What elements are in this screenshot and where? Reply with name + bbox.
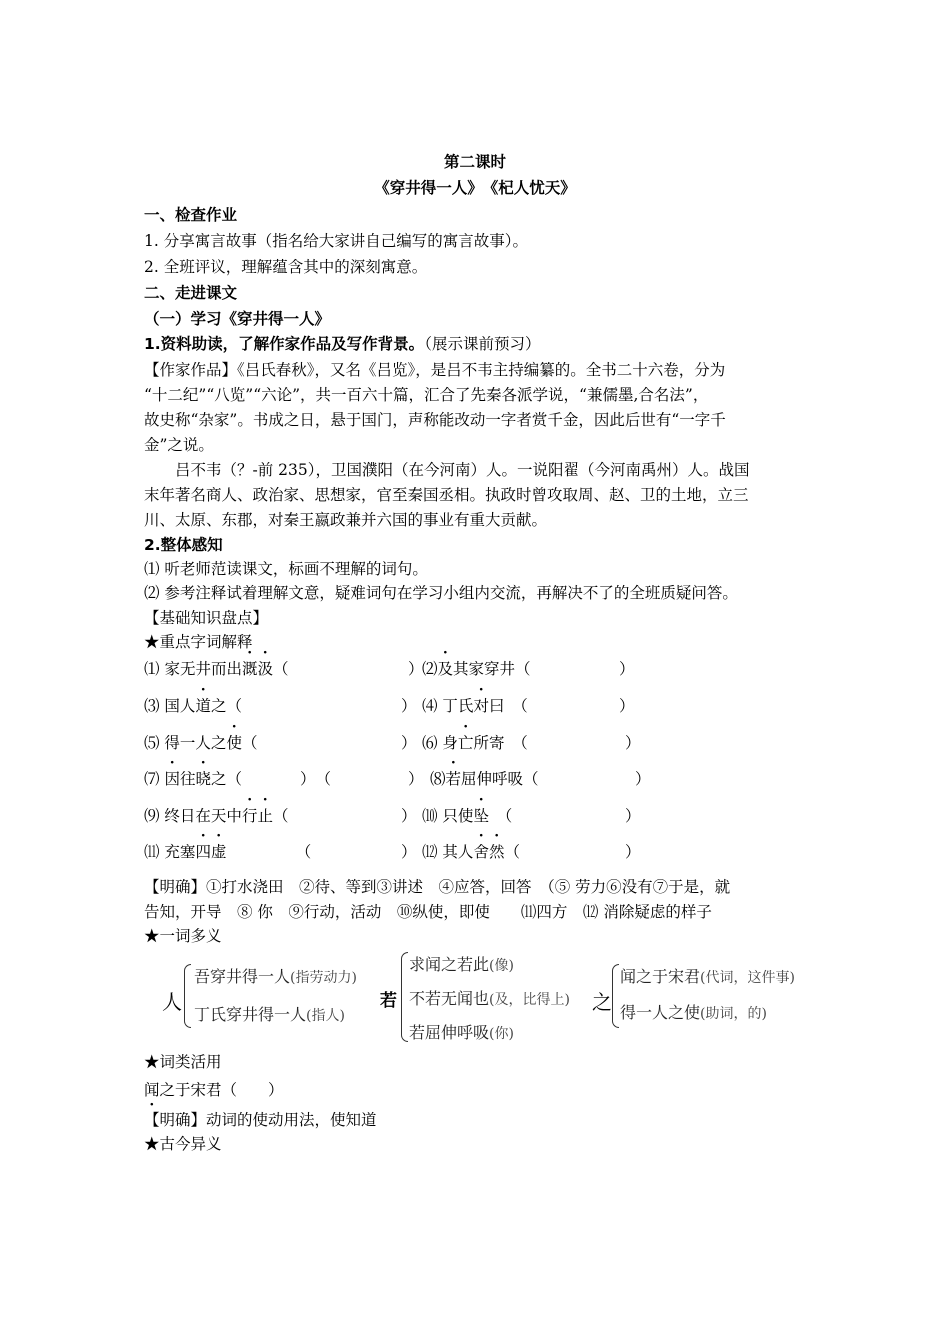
vocab-q7-close: ） [408,770,424,788]
vocab-q9: ⑼ 终日在天中行止（ [144,807,289,825]
vocab-q12: ⑿ 其人舍然（ [422,843,520,861]
star-heading-polysemy: ★一词多义 [144,927,222,945]
emphasis-char: 溉 [241,660,258,678]
vocab-q10: ⑽ 只使坠 （ [422,807,513,825]
vocab-q8: ⑻若屈伸呼吸（ [430,770,539,788]
vocab-q11: ⑾ 充塞四虚 [144,843,227,861]
vocab-q8-close: ） [635,770,651,788]
section-heading-2: 二、走进课文 [144,284,238,302]
brace-icon [612,964,619,1028]
polysemy-item: 得一人之使(助词，的) [620,1003,767,1022]
vocab-q12-close: ） [625,843,641,861]
answer-word-class: 【明确】动词的使动用法，使知道 [144,1111,377,1129]
polysemy-item: 丁氏穿井得一人(指人) [194,1005,345,1024]
emphasis-char: 及 [437,660,454,678]
vocab-q4: ⑷ 丁氏对曰 （ [422,697,528,715]
polysemy-item: 闻之于宋君(代词，这件事) [620,967,795,986]
emphasis-char: 四 [195,843,211,861]
emphasis-char: 行 [241,807,258,825]
emphasis-char: 然 [488,843,505,861]
star-heading-word-class: ★词类活用 [144,1053,222,1071]
emphasis-char: 坠 [473,807,489,825]
answer-line-2: 告知，开导 ⑧ 你 ⑨行动，活动 ⑩纵使，即使 ⑾四方 ⑿ 消除疑虑的样子 [144,903,712,921]
vocab-q3-close: ） [401,697,417,715]
part-heading-1: （一）学习《穿井得一人》 [144,310,331,328]
emphasis-char: 止 [257,807,273,825]
vocab-q6-close: ） [625,734,641,752]
vocab-q10-close: ） [625,807,641,825]
step-2-item-2: ⑵ 参考注释试着理解文意，疑难词句在学习小组内交流，再解决不了的全班质疑问答。 [144,584,738,602]
step-2-item-1: ⑴ 听老师范读课文，标画不理解的词句。 [144,560,428,578]
polysemy-figure [144,950,804,1046]
step-1-bold: 1.资料助读，了解作家作品及写作背景。 [144,335,425,353]
polysemy-group-ruo [380,950,580,1046]
vocab-q5-close: ） [401,734,417,752]
polysemy-group-ren [144,950,384,1046]
para1-line-3: 故史称“杂家”。书成之日，悬于国门，声称能改动一字者赏千金，因此后世有“一字千 [144,411,726,429]
emphasis-char: 使 [226,734,242,752]
basics-heading: 【基础知识盘点】 [144,609,269,627]
vocab-q9-close: ） [401,807,417,825]
polysemy-item: 求闻之若此(像) [409,955,514,974]
vocab-q11-open: （ [288,843,312,861]
vocab-q1: ⑴ 家无井而出溉汲（ [144,660,289,678]
polysemy-group-zhi [592,950,804,1046]
star-heading-vocab: ★重点字词解释 [144,633,253,651]
para1-line-2: “十二纪”“八览”“六论”，共一百六十篇，汇合了先秦各派学说，“兼儒墨,合名法”， [144,386,709,404]
para2-line-1: 吕不韦（？-前 235），卫国濮阳（在今河南）人。一说阳翟（今河南禹州）人。战国 [144,461,750,479]
section-heading-1: 一、检查作业 [144,206,238,224]
vocab-q4-close: ） [619,697,635,715]
vocab-q3: ⑶ 国人道之（ [144,697,242,715]
emphasis-char: 舍 [473,843,489,861]
sec1-item-1: 1. 分享寓言故事（指名给大家讲自己编写的寓言故事）。 [144,232,528,250]
emphasis-char: 亡 [457,734,474,752]
emphasis-char: 虚 [210,843,227,861]
polysemy-head-zhi: 之 [592,990,612,1014]
polysemy-item: 不若无闻也(及，比得上) [409,989,570,1008]
star-heading-ancient-modern: ★古今异义 [144,1135,222,1153]
para2-line-3: 川、太原、东郡，对秦王嬴政兼并六国的事业有重大贡献。 [144,511,548,529]
emphasis-char: 汲 [257,660,273,678]
emphasis-char: 若 [445,770,462,788]
step-1 [144,334,540,354]
emphasis-char: 晓 [195,770,211,788]
vocab-q5: ⑸ 得一人之使（ [144,734,258,752]
polysemy-item: 吾穿井得一人(指劳动力) [194,967,357,986]
vocab-q7-mid: ） （ [300,770,332,788]
sec1-item-2: 2. 全班评议，理解蕴含其中的深刻寓意。 [144,258,428,276]
step-2-heading: 2.整体感知 [144,536,223,554]
para1-line-1: 【作家作品】《吕氏春秋》，又名《吕览》，是吕不韦主持编纂的。全书二十六卷，分为 [144,361,726,379]
polysemy-item: 若屈伸呼吸(你) [409,1023,514,1042]
para1-line-4: 金”之说。 [144,436,214,454]
subtitle: 《穿井得一人》 《杞人忧天》 [374,179,576,197]
emphasis-char: 因 [164,770,180,788]
step-1-rest: （展示课前预习） [424,335,541,353]
vocab-q2-close: ） [619,660,635,678]
vocab-q1-close: ） [408,660,424,678]
vocab-q2: ⑵及其家穿井（ [422,660,531,678]
word-class-question: 闻之于宋君（ ） [144,1081,284,1099]
vocab-q6: ⑹ 身亡所寄 （ [422,734,528,752]
emphasis-char: 对 [473,697,489,715]
para2-line-2: 末年著名商人、政治家、思想家，官至秦国丞相。执政时曾攻取周、赵、卫的土地，立三 [144,486,749,504]
brace-icon [401,952,408,1042]
answer-line-1: 【明确】①打水浇田 ②待、等到③讲述 ④应答，回答 （⑤ 劳力⑥没有⑦于是，就 [144,878,731,896]
polysemy-head-ren: 人 [162,990,182,1014]
polysemy-head-ruo: 若 [380,991,397,1011]
lesson-title: 第二课时 [443,153,506,171]
emphasis-char: 道 [195,697,211,715]
vocab-q7: ⑺ 因往晓之（ [144,770,242,788]
vocab-q11-close: ） [401,843,417,861]
emphasis-char: 闻 [144,1081,160,1099]
brace-icon [184,964,191,1028]
